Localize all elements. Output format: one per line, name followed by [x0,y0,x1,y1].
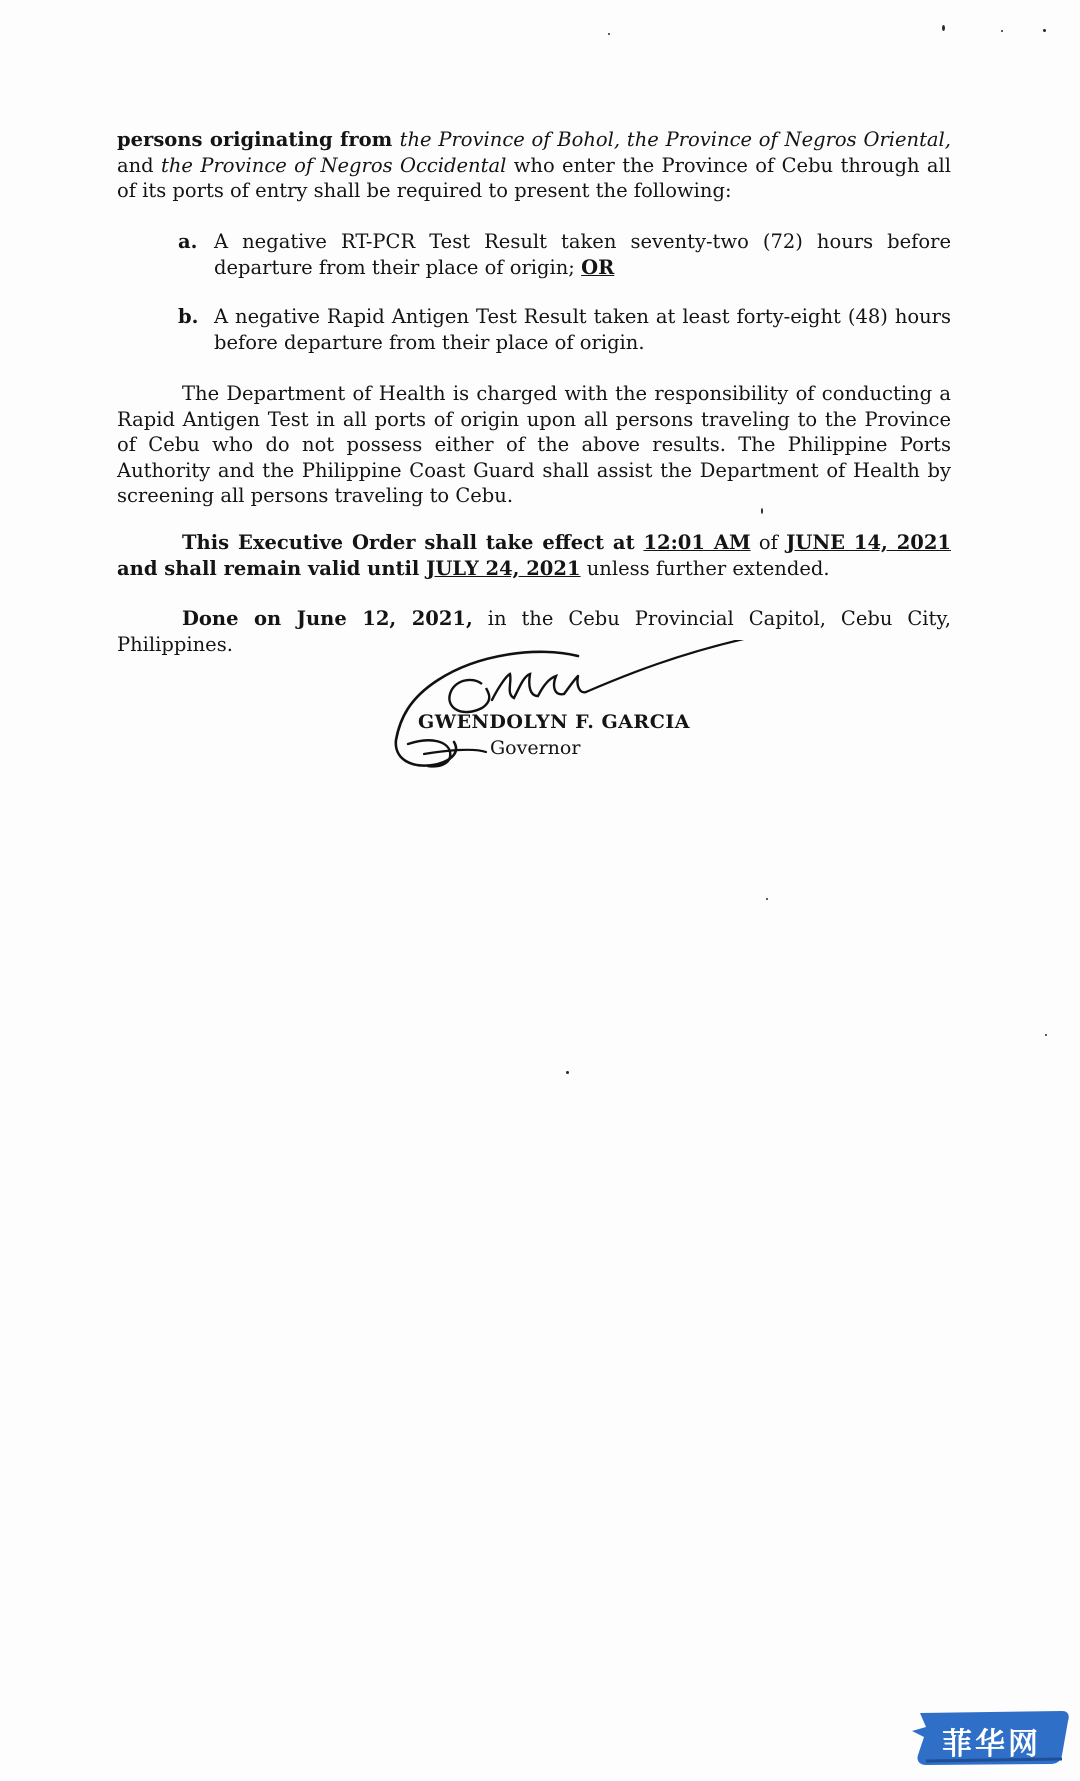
scan-speck [1045,1034,1047,1036]
signer-name: GWENDOLYN F. GARCIA [418,711,690,733]
signature-block [388,640,768,780]
p3-mid: and shall remain valid until [117,556,427,580]
watermark-logo [912,1709,1072,1767]
scan-speck [942,25,945,31]
list-marker-a: a. [178,230,198,253]
scan-speck [608,33,610,35]
p1-text-2: and [117,153,162,177]
p4-lead: Done on June 12, 2021, [182,607,473,630]
paragraph-department-of-health: The Department of Health is charged with the responsibility of conducting a Rapid Antigen Test in all ports of origin upon all persons traveling to the Province of Cebu who do not possess either of the above results. The Philippine Ports Authority and the Philippine Coast Guard shall assist the Department of Health by screening all persons traveling to Cebu. [117,382,951,507]
signer-title: Governor [490,737,581,759]
list-item-a-text: A negative RT-PCR Test Result taken seventy-two (72) hours before departure from their place of origin; [214,230,951,279]
list-item-b-text: A negative Rapid Antigen Test Result taken at least forty-eight (48) hours before departure from their place of origin. [214,305,951,354]
p3-of: of [750,531,787,554]
scan-speck [1001,30,1003,32]
scan-speck [766,898,768,900]
list-item-b [178,304,951,355]
p3-start-date: JUNE 14, 2021 [786,531,951,554]
p4-rest: in the Cebu Provincial Capitol, Cebu City, Philippines. [117,607,951,656]
p3-time: 12:01 AM [643,531,751,554]
p1-text-1: persons originating from [117,128,400,151]
paragraph-ports-of-entry [117,127,951,204]
scan-speck [1043,29,1046,32]
p3-end-date: JULY 24, 2021 [426,556,581,580]
p3-tail: unless further extended. [580,556,830,580]
p1-text-3: who enter the Province of Cebu through all of its ports of entry shall be required to present the following: [117,153,951,202]
p1-italic-provinces-2: the Province of Negros Occidental [161,153,507,177]
scan-speck [566,1071,569,1074]
p3-lead: This Executive Order shall take effect at [182,531,644,554]
paragraph-effectivity [117,530,951,581]
list-item-a-emphasis: OR [581,255,615,279]
p1-italic-provinces-1: the Province of Bohol, the Province of Negros Oriental, [399,128,951,151]
handwritten-signature [388,640,768,780]
scan-speck [761,508,763,514]
list-item-a [178,229,951,280]
watermark-text: 菲华网 [942,1727,1041,1762]
list-marker-b: b. [178,305,199,328]
